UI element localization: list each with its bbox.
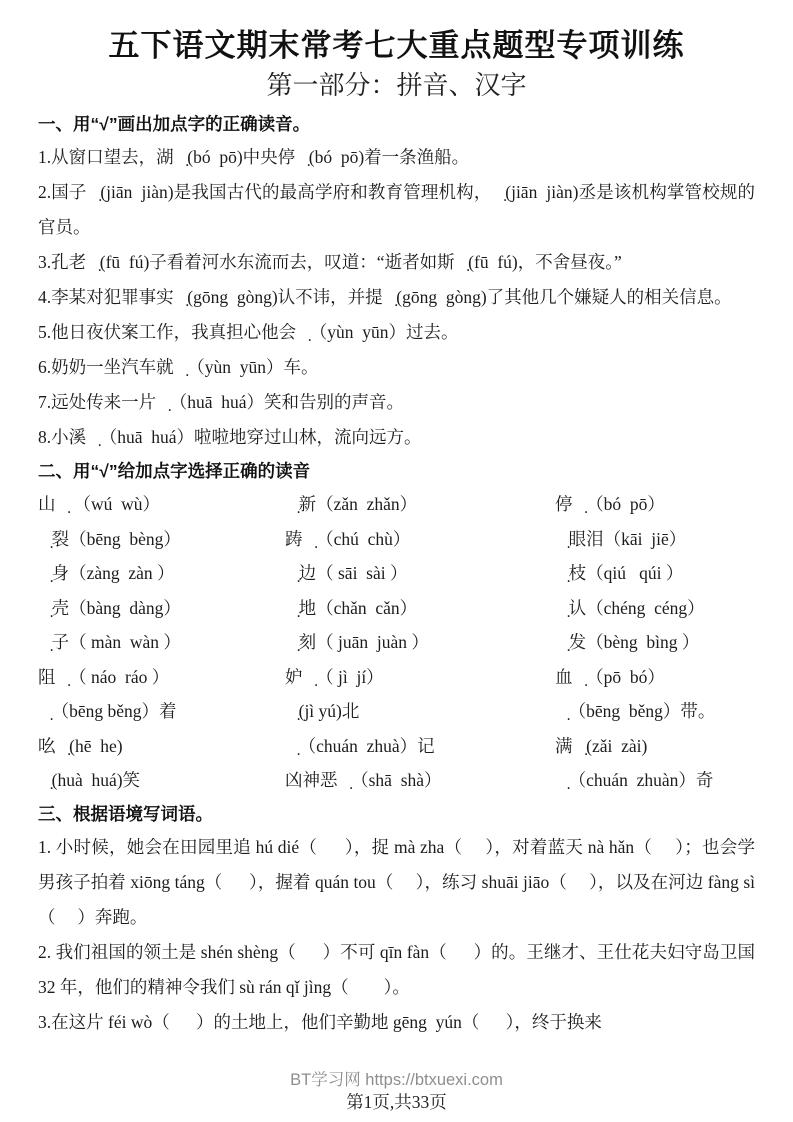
watermark-link: BT学习网 https://btxuexi.com — [290, 1071, 503, 1089]
page-footer — [0, 1069, 793, 1114]
section1-heading: 一、用“√”画出加点字的正确读音。 — [38, 114, 311, 134]
page-number: 第1页,共33页 — [346, 1092, 447, 1112]
word-cell: 血泊̣（pō bó） — [555, 666, 665, 687]
word-cell: 凶神恶煞̣（shā shà） — [285, 770, 442, 790]
word-cell: 山坞̣ （wú wù） — [38, 494, 161, 514]
word-cell: 腮̣边（ sāi sài ） — [285, 563, 408, 583]
section3-heading: 三、根据语境写词语。 — [38, 803, 213, 824]
word-cell: 踌躇̣（chú chù） — [285, 528, 411, 549]
question-item: 1.从窗口望去，湖泊̣(bó pō)中央停泊̣(bó pō)着一条渔船。 — [38, 147, 470, 167]
word-cell: 停泊̣（bó pō） — [555, 494, 665, 514]
question-item: 2. 我们祖国的领土是 shén shèng（ ）不可 qīn fàn（ ）的。王继才、王仕花夫妇守岛卫国 32 年，他们的精神令我们 sù rán qǐ jìng（ ）。 — [38, 941, 760, 997]
word-cell: 镌̣刻（ juān juàn ） — [285, 632, 429, 652]
word-cell: 迸̣发（bèng bìng ） — [555, 632, 700, 652]
section2-heading: 二、用“√”给加点字选择正确的读音 — [38, 461, 311, 481]
word-cell: 蚌̣壳（bàng dàng） — [38, 597, 181, 618]
question-item: 4.李某对犯罪事实供̣(gōng gòng)认不讳，并提供̣(gōng gòng)了其他几个嫌疑人的相关信息。 — [38, 287, 732, 307]
page-subtitle: 第一部分：拼音、汉字 — [266, 71, 527, 100]
word-cell: 妒忌̣（ jì jí） — [285, 666, 384, 687]
question-item: 5.他日夜伏案工作，我真担心他会晕̣（yùn yūn）过去。 — [38, 322, 459, 342]
question-item: 3.孔老夫̣(fū fú)子看着河水东流而去，叹道：“逝者如斯夫̣(fū fú)，不舍昼夜。” — [38, 252, 622, 272]
word-cell: 葬̣身（zàng zàn ） — [38, 563, 175, 583]
question-item: 8.小溪哗̣（huā huá）啦啦地穿过山林，流向远方。 — [38, 427, 422, 447]
word-cell: 承̣认（chéng céng） — [555, 597, 705, 618]
section-pronunciation-choose — [38, 457, 755, 798]
section-pronunciation-mark — [38, 110, 755, 455]
word-cell: 哗̣(huà huá)笑 — [38, 770, 141, 790]
question-item: 1. 小时候，她会在田园里追 hú dié（ ），捉 mà zha（ ），对着蓝天 nà hǎn（ ）；也会学男孩子拍着 xiōng táng（ ），握着 quán tou（ ），练习 shuāi jiāo（ ），以及在河边 fàng sì（ ）奔跑。 — [38, 836, 755, 927]
word-cell: 铲̣地（chǎn cǎn） — [285, 597, 418, 618]
word-cell: 虬̣枝（qiú qúi ） — [555, 563, 684, 583]
word-cell: 幔̣子（ màn wàn ） — [38, 632, 181, 652]
word-cell: 传̣（chuán zhuàn）奇 — [555, 770, 714, 790]
word-cell: 揩̣眼泪（kāi jiē） — [555, 528, 687, 549]
question-item: 2.国子监̣(jiān jiàn)是我国古代的最高学府和教育管理机构，监̣(jiān jiàn)丞是该机构掌管校规的官员。 — [38, 182, 755, 237]
word-cell: 绷̣（bēng běng）着 — [38, 701, 177, 721]
word-cell: 绷̣（bēng běng）带。 — [555, 701, 716, 721]
word-choice-grid — [38, 487, 755, 798]
word-cell: 崭̣新（zǎn zhǎn） — [285, 494, 418, 514]
word-cell: 迸̣裂（bēng bèng） — [38, 528, 181, 549]
word-cell: 阻挠̣（ náo ráo ） — [38, 666, 170, 687]
question-item: 7.远处传来一片哗̣（huā huá）笑和告别的声音。 — [38, 392, 405, 412]
word-cell: 传̣（chuán zhuà）记 — [285, 735, 435, 756]
word-cell: 蓟̣(jì yú)北 — [285, 701, 360, 721]
section-write-words — [38, 800, 760, 1040]
question-item: 3.在这片 féi wò（ ）的土地上，他们辛勤地 gēng yún（ ），终于换来 — [38, 1011, 602, 1032]
word-cell: 满载̣(zǎi zài) — [555, 735, 648, 756]
page-title: 五下语文期末常考七大重点题型专项训练 — [108, 28, 685, 63]
question-item: 6.奶奶一坐汽车就晕̣（yùn yūn）车。 — [38, 357, 319, 377]
word-cell: 吆喝̣(hē he) — [38, 735, 123, 756]
